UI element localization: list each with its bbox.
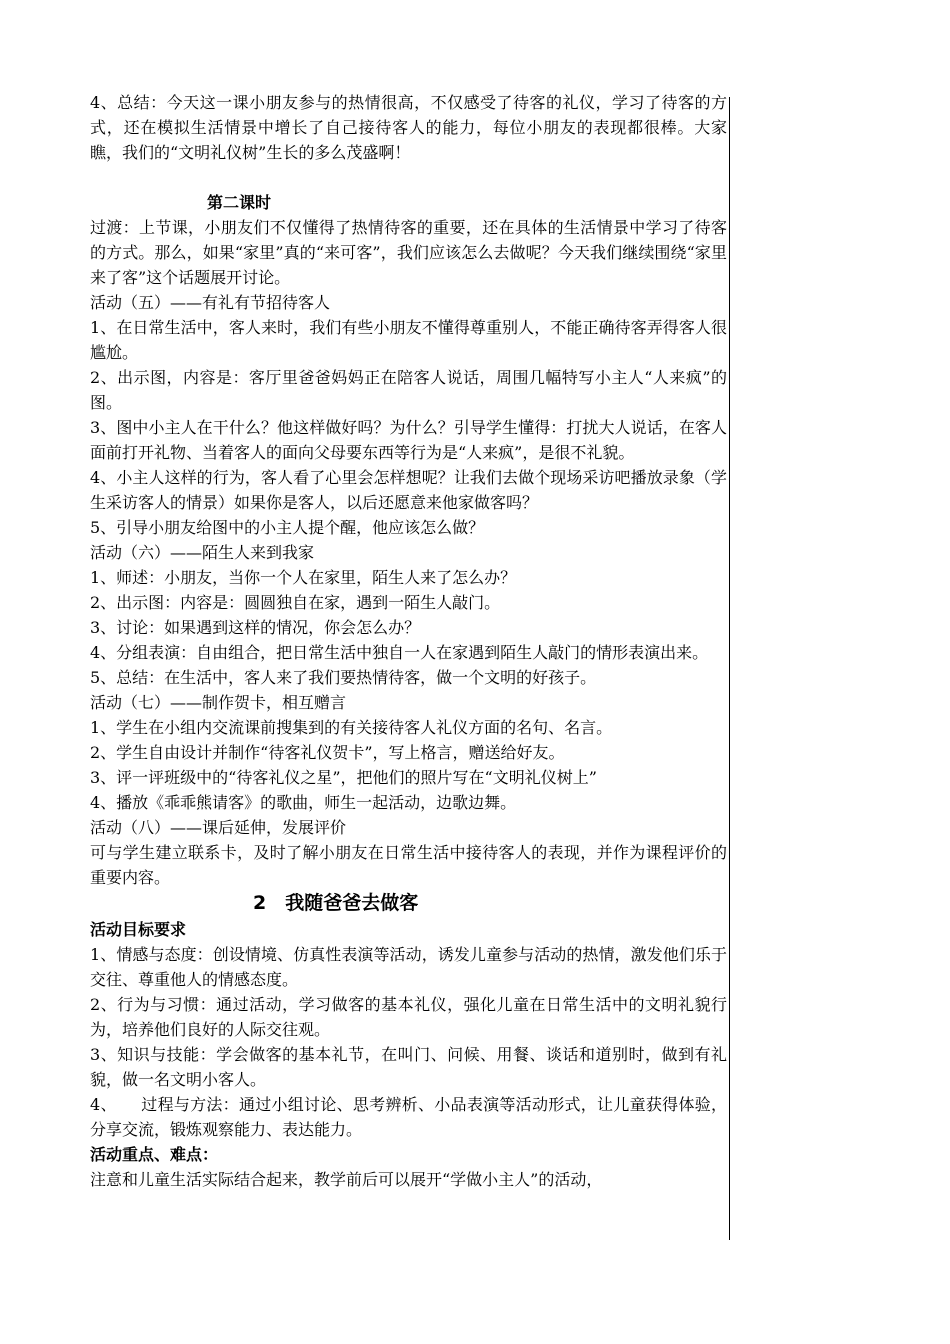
section-title: 第二课时 [207, 193, 272, 212]
activity-heading: 活动（八）——课后延伸，发展评价 [90, 818, 347, 837]
paragraph: 4、总结：今天这一课小朋友参与的热情很高，不仅感受了待客的礼仪，学习了待客的方式，还在模拟生活情景中增长了自己接待客人的能力，每位小朋友的表现都很棒。大家瞧，我们的“文明礼仪树”生长的多么茂盛啊！ [90, 93, 727, 162]
paragraph: 2、出示图：内容是：圆圆独自在家，遇到一陌生人敲门。 [90, 593, 501, 612]
paragraph: 3、图中小主人在干什么？他这样做好吗？为什么？引导学生懂得：打扰大人说话，在客人面前打开礼物、当着客人的面向父母要东西等行为是“人来疯”，是很不礼貌。 [90, 418, 727, 462]
key-points-heading: 活动重点、难点： [90, 1145, 219, 1164]
paragraph: 2、行为与习惯：通过活动，学习做客的基本礼仪，强化儿童在日常生活中的文明礼貌行为，培养他们良好的人际交往观。 [90, 995, 727, 1039]
paragraph: 4、播放《乖乖熊请客》的歌曲，师生一起活动，边歌边舞。 [90, 793, 517, 812]
paragraph: 1、学生在小组内交流课前搜集到的有关接待客人礼仪方面的名句、名言。 [90, 718, 613, 737]
table-right-border [729, 97, 730, 1240]
paragraph: 2、学生自由设计并制作“待客礼仪贺卡”，写上格言，赠送给好友。 [90, 743, 565, 762]
activity-heading: 活动（七）——制作贺卡，相互赠言 [90, 693, 347, 712]
paragraph: 注意和儿童生活实际结合起来，教学前后可以展开“学做小主人”的活动， [90, 1170, 603, 1189]
activity-heading: 活动（五）——有礼有节招待客人 [90, 293, 331, 312]
document-page [90, 90, 727, 1192]
lesson-title: 2 我随爸爸去做客 [253, 892, 419, 914]
paragraph: 5、总结：在生活中，客人来了我们要热情待客，做一个文明的好孩子。 [90, 668, 597, 687]
goals-heading: 活动目标要求 [90, 920, 187, 939]
paragraph: 4、 过程与方法：通过小组讨论、思考辨析、小品表演等活动形式，让儿童获得体验，分享交流，锻炼观察能力、表达能力。 [90, 1095, 727, 1139]
activity-heading: 活动（六）——陌生人来到我家 [90, 543, 315, 562]
paragraph: 过渡：上节课，小朋友们不仅懂得了热情待客的重要，还在具体的生活情景中学习了待客的方式。那么，如果“家里”真的“来可客”，我们应该怎么去做呢？今天我们继续围绕“家里来了客”这个话题展开讨论。 [90, 218, 727, 287]
paragraph: 1、在日常生活中，客人来时，我们有些小朋友不懂得尊重别人，不能正确待客弄得客人很尴尬。 [90, 318, 727, 362]
paragraph: 3、评一评班级中的“待客礼仪之星”，把他们的照片写在“文明礼仪树上” [90, 768, 597, 787]
paragraph: 1、情感与态度：创设情境、仿真性表演等活动，诱发儿童参与活动的热情，激发他们乐于交往、尊重他人的情感态度。 [90, 945, 727, 989]
paragraph: 3、知识与技能：学会做客的基本礼节，在叫门、问候、用餐、谈话和道别时，做到有礼貌，做一名文明小客人。 [90, 1045, 727, 1089]
paragraph: 4、小主人这样的行为，客人看了心里会怎样想呢？让我们去做个现场采访吧播放录象（学生采访客人的情景）如果你是客人，以后还愿意来他家做客吗？ [90, 468, 727, 512]
paragraph: 4、分组表演：自由组合，把日常生活中独自一人在家遇到陌生人敲门的情形表演出来。 [90, 643, 709, 662]
paragraph: 5、引导小朋友给图中的小主人提个醒，他应该怎么做？ [90, 518, 485, 537]
paragraph: 3、讨论：如果遇到这样的情况，你会怎么办？ [90, 618, 421, 637]
paragraph: 2、出示图，内容是：客厅里爸爸妈妈正在陪客人说话，周围几幅特写小主人“人来疯”的图。 [90, 368, 727, 412]
paragraph: 1、师述：小朋友，当你一个人在家里，陌生人来了怎么办？ [90, 568, 517, 587]
paragraph: 可与学生建立联系卡，及时了解小朋友在日常生活中接待客人的表现，并作为课程评价的重要内容。 [90, 843, 727, 887]
